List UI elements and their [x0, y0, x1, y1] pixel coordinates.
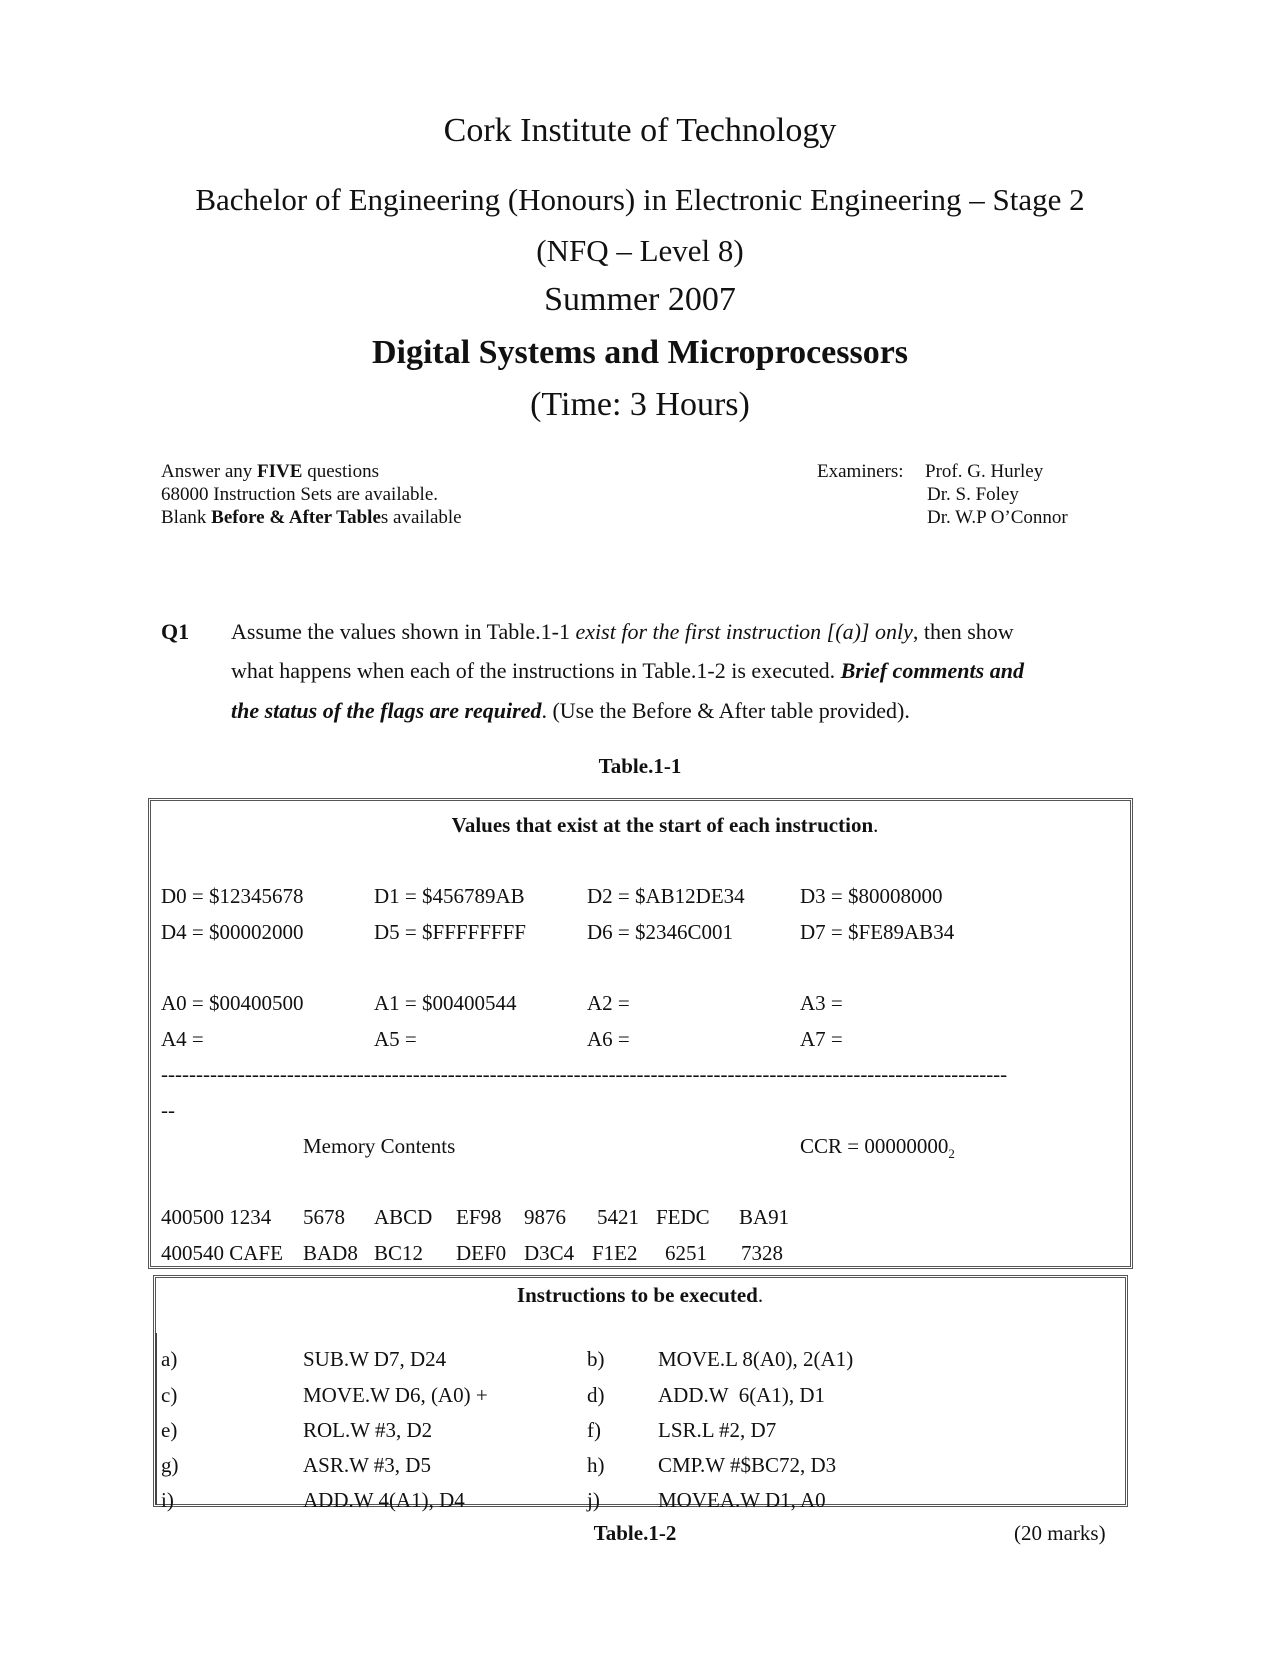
memory-word: 5421	[597, 1205, 639, 1229]
instruction-label: f)	[587, 1418, 601, 1442]
reg-d5: D5 = $FFFFFFFF	[374, 920, 526, 944]
instruction-label: e)	[161, 1418, 178, 1442]
instruction-label: j)	[587, 1488, 600, 1512]
dashed-separator-wrap: --	[161, 1098, 175, 1122]
examiner-1: Prof. G. Hurley	[925, 461, 1044, 482]
instruction-line-3: Blank Before & After Tables available	[161, 507, 462, 528]
instruction-line-2: 68000 Instruction Sets are available.	[161, 484, 439, 505]
memory-word: D3C4	[524, 1241, 575, 1265]
memory-row-400540-addr: 400540 CAFE	[161, 1241, 283, 1265]
table2-caption: Table.1-2	[593, 1521, 677, 1545]
reg-d0: D0 = $12345678	[161, 884, 304, 908]
memory-word: EF98	[456, 1205, 502, 1229]
memory-word: FEDC	[656, 1205, 710, 1229]
instruction-label: g)	[161, 1453, 179, 1477]
reg-d3: D3 = $80008000	[800, 884, 943, 908]
reg-d1: D1 = $456789AB	[374, 884, 525, 908]
memory-word: 9876	[524, 1205, 566, 1229]
question-marks: (20 marks)	[1014, 1521, 1106, 1545]
question-line-3: the status of the flags are required. (Use the Before & After table provided).	[231, 698, 910, 723]
ccr-value: CCR = $00000000_2$	[800, 1134, 955, 1162]
reg-a1: A1 = $00400544	[374, 991, 517, 1015]
reg-d6: D6 = $2346C001	[587, 920, 734, 944]
reg-d2: D2 = $AB12DE34	[587, 884, 745, 908]
table2-box	[153, 1275, 1128, 1507]
instruction-label: a)	[161, 1347, 178, 1371]
institute-title: Cork Institute of Technology	[443, 112, 837, 149]
question-line-2: what happens when each of the instructions in Table.1-2 is executed. Brief comments and	[231, 658, 1024, 683]
instruction-code: ASR.W #3, D5	[303, 1453, 431, 1477]
instruction-code: MOVE.W D6, (A0) +	[303, 1383, 488, 1407]
memory-word: BA91	[739, 1205, 790, 1229]
instruction-label: d)	[587, 1383, 605, 1407]
instruction-label: b)	[587, 1347, 605, 1371]
reg-a0: A0 = $00400500	[161, 991, 304, 1015]
table1-box	[148, 798, 1133, 1269]
instruction-code: MOVE.L 8(A0), 2(A1)	[658, 1347, 854, 1371]
exam-duration: (Time: 3 Hours)	[530, 386, 750, 423]
examiners-label: Examiners:	[817, 461, 904, 482]
instruction-code: ROL.W #3, D2	[303, 1418, 433, 1442]
table2-title: Instructions to be executed.	[516, 1283, 764, 1307]
examiner-2: Dr. S. Foley	[927, 484, 1019, 505]
memory-word: BAD8	[303, 1241, 358, 1265]
question-line-1: Assume the values shown in Table.1-1 exist for the first instruction [(a)] only, then show	[231, 619, 1014, 644]
reg-d7: D7 = $FE89AB34	[800, 920, 955, 944]
memory-word: 6251	[665, 1241, 707, 1265]
reg-d4: D4 = $00002000	[161, 920, 304, 944]
reg-a5: A5 =	[374, 1027, 417, 1051]
memory-word: 7328	[741, 1241, 783, 1265]
programme-title: Bachelor of Engineering (Honours) in Electronic Engineering – Stage 2	[195, 182, 1085, 217]
memory-contents-label: Memory Contents	[303, 1134, 456, 1158]
instruction-line-1: Answer any FIVE questions	[161, 461, 379, 482]
instruction-code: ADD.W 4(A1), D4	[303, 1488, 465, 1512]
instruction-code: CMP.W #$BC72, D3	[658, 1453, 837, 1477]
table2-left-rule	[155, 1333, 157, 1505]
reg-a4: A4 =	[161, 1027, 204, 1051]
memory-row-400500-addr: 400500 1234	[161, 1205, 272, 1229]
memory-word: DEF0	[456, 1241, 507, 1265]
instruction-label: c)	[161, 1383, 178, 1407]
instruction-code: ADD.W 6(A1), D1	[658, 1383, 826, 1407]
table1-title: Values that exist at the start of each instruction.	[451, 813, 879, 837]
instruction-label: h)	[587, 1453, 605, 1477]
instruction-code: MOVEA.W D1, A0	[658, 1488, 826, 1512]
dashed-separator: -------------------------------------------------------------------------------------------------------------------------	[161, 1062, 1008, 1086]
memory-word: ABCD	[374, 1205, 433, 1229]
instruction-code: SUB.W D7, D24	[303, 1347, 447, 1371]
memory-word: 5678	[303, 1205, 345, 1229]
table1-caption: Table.1-1	[598, 754, 682, 778]
reg-a2: A2 =	[587, 991, 630, 1015]
instruction-label: i)	[161, 1488, 174, 1512]
reg-a3: A3 =	[800, 991, 843, 1015]
memory-word: F1E2	[592, 1241, 638, 1265]
exam-session: Summer 2007	[544, 281, 736, 318]
subject-title: Digital Systems and Microprocessors	[371, 334, 909, 371]
instruction-code: LSR.L #2, D7	[658, 1418, 777, 1442]
question-number: Q1	[161, 619, 190, 644]
nfq-level: (NFQ – Level 8)	[536, 233, 744, 268]
examiner-3: Dr. W.P O’Connor	[927, 507, 1068, 528]
memory-word: BC12	[374, 1241, 424, 1265]
reg-a6: A6 =	[587, 1027, 630, 1051]
reg-a7: A7 =	[800, 1027, 843, 1051]
